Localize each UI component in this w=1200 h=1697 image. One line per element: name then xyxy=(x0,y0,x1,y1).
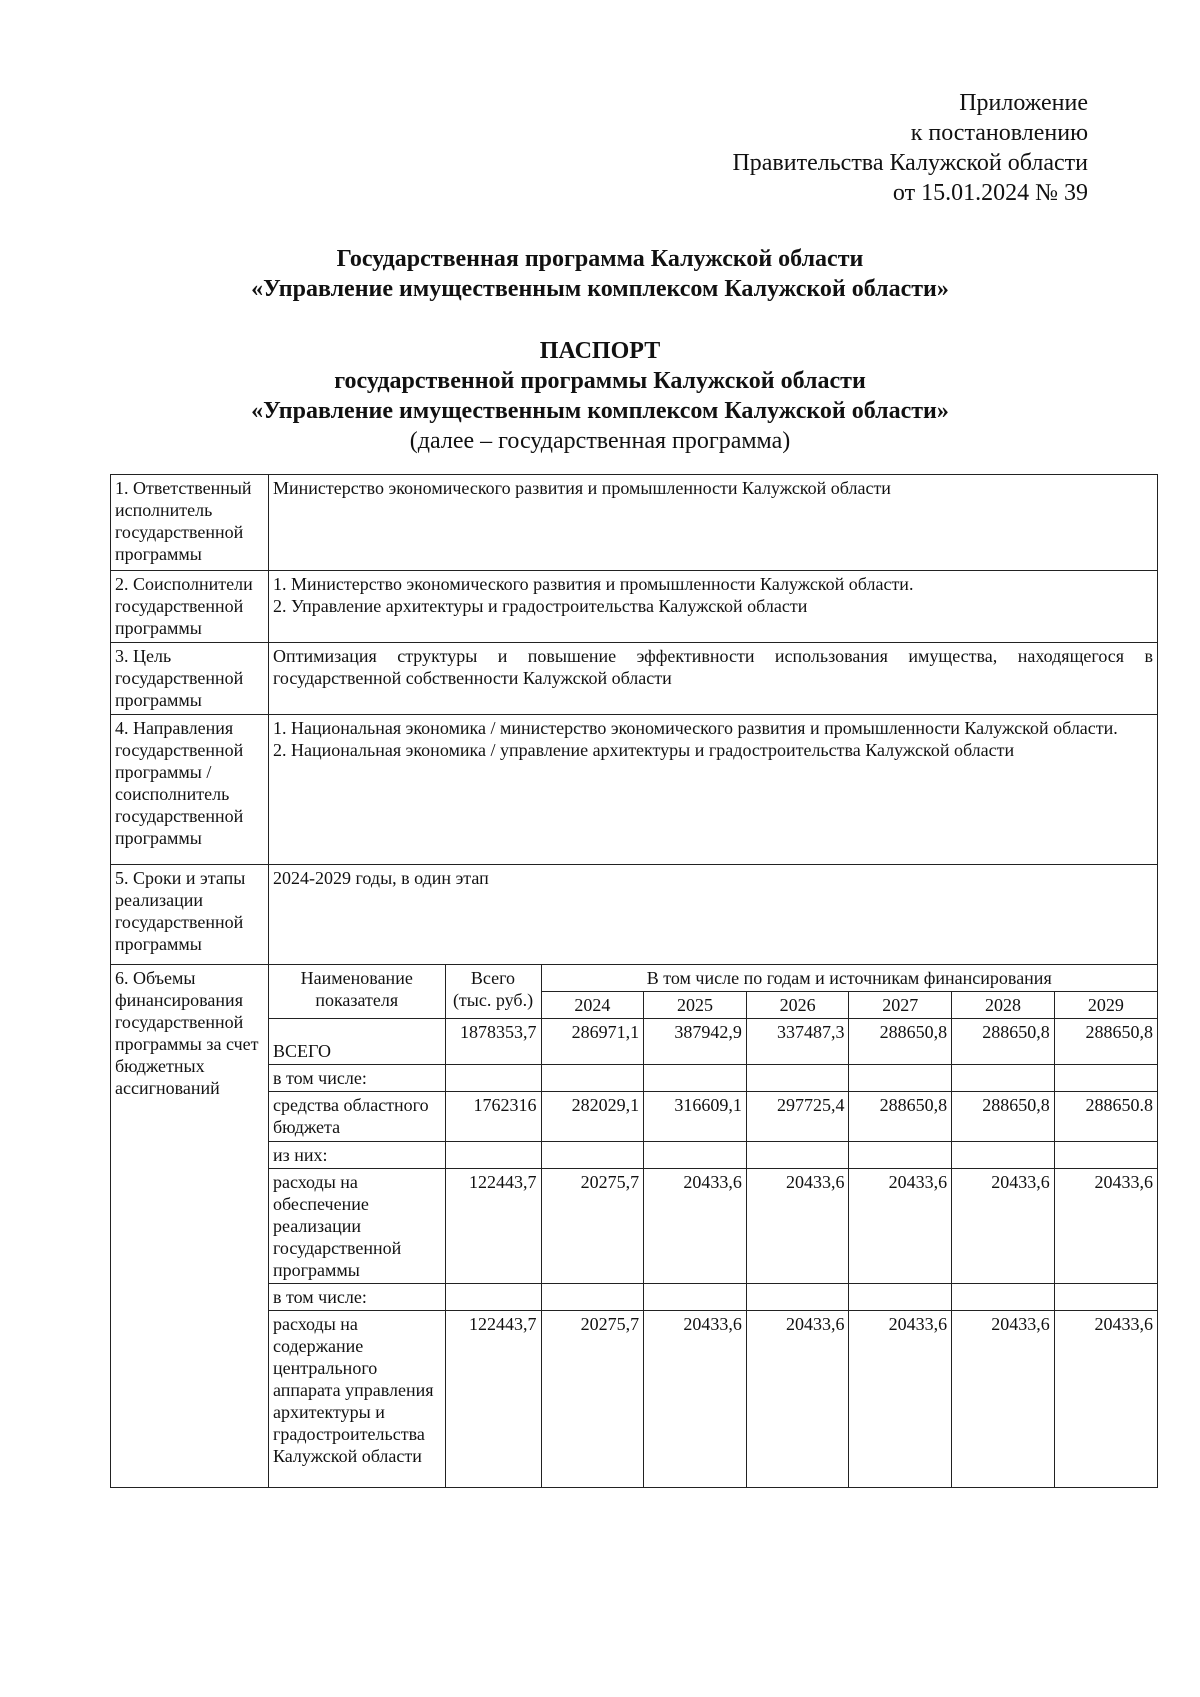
appendix-line: Правительства Калужской области xyxy=(732,150,1088,176)
year-value: 20433,6 xyxy=(644,1311,747,1487)
total-value xyxy=(445,1065,541,1092)
total-value: 122443,7 xyxy=(445,1311,541,1487)
appendix-date-number: от 15.01.2024 № 39 xyxy=(892,180,1088,206)
year-value xyxy=(746,1142,849,1169)
year-value xyxy=(1054,1065,1157,1092)
year-value xyxy=(849,1284,952,1311)
indicator-name: в том числе: xyxy=(269,1065,445,1092)
row-label: 1. Ответственный исполнитель государственной программы xyxy=(111,475,269,571)
total-value xyxy=(445,1142,541,1169)
year-value: 288650,8 xyxy=(849,1092,952,1142)
financing-row xyxy=(269,1284,1157,1311)
passport-row-goal xyxy=(111,643,1158,715)
row-value xyxy=(269,571,1158,643)
row-label: 3. Цель государственной программы xyxy=(111,643,269,715)
row-value: Оптимизация структуры и повышение эффективности использования имущества, находящегося в государственной собственности Калужской области xyxy=(269,643,1158,715)
year-value xyxy=(1054,1142,1157,1169)
indicator-name: ВСЕГО xyxy=(269,1019,445,1065)
year-cell: 2024 xyxy=(541,992,644,1019)
appendix-line: к постановлению xyxy=(910,120,1088,146)
indicator-name: расходы на содержание центрального аппарата управления архитектуры и градостроительства Калужской области xyxy=(269,1311,445,1487)
year-value: 337487,3 xyxy=(746,1019,849,1065)
year-cell: 2025 xyxy=(644,992,747,1019)
program-title-line: «Управление имущественным комплексом Калужской области» xyxy=(251,276,949,302)
year-cell: 2029 xyxy=(1054,992,1157,1019)
year-cell: 2027 xyxy=(849,992,952,1019)
year-value: 282029,1 xyxy=(541,1092,644,1142)
year-value xyxy=(952,1142,1055,1169)
year-value: 20275,7 xyxy=(541,1311,644,1487)
financing-row xyxy=(269,1092,1157,1142)
financing-header-row xyxy=(269,965,1157,992)
passport-title xyxy=(0,336,1200,456)
list-item: 2. Управление архитектуры и градостроительства Калужской области xyxy=(273,596,808,616)
indicator-name: из них: xyxy=(269,1142,445,1169)
year-value: 20433,6 xyxy=(1054,1311,1157,1487)
year-value: 387942,9 xyxy=(644,1019,747,1065)
year-value xyxy=(849,1142,952,1169)
financing-row xyxy=(269,1019,1157,1065)
year-value xyxy=(1054,1284,1157,1311)
year-value: 286971,1 xyxy=(541,1019,644,1065)
passport-heading: ПАСПОРТ xyxy=(539,338,661,364)
year-value: 297725,4 xyxy=(746,1092,849,1142)
financing-row xyxy=(269,1142,1157,1169)
year-value xyxy=(541,1065,644,1092)
row-value: Министерство экономического развития и промышленности Калужской области xyxy=(269,475,1158,571)
passport-row-terms xyxy=(111,865,1158,965)
indicator-name: в том числе: xyxy=(269,1284,445,1311)
year-value xyxy=(541,1142,644,1169)
passport-row-financing xyxy=(111,965,1158,1488)
header-name: Наименование показателя xyxy=(269,965,445,1019)
year-value: 20433,6 xyxy=(746,1311,849,1487)
passport-subtitle: (далее – государственная программа) xyxy=(409,428,791,454)
year-cell: 2028 xyxy=(952,992,1055,1019)
year-value: 288650,8 xyxy=(1054,1019,1157,1065)
row-label: 4. Направления государственной программы / соисполнитель государственной программы xyxy=(111,715,269,865)
year-value: 316609,1 xyxy=(644,1092,747,1142)
passport-row-responsible xyxy=(111,475,1158,571)
year-value: 20433,6 xyxy=(746,1169,849,1284)
indicator-name: расходы на обеспечение реализации государственной программы xyxy=(269,1169,445,1284)
row-label: 6. Объемы финансирования государственной программы за счет бюджетных ассигнований xyxy=(111,965,269,1488)
year-value: 20433,6 xyxy=(952,1311,1055,1487)
appendix-line: Приложение xyxy=(959,90,1088,116)
list-item: 1. Министерство экономического развития и промышленности Калужской области. xyxy=(273,574,914,594)
row-label: 5. Сроки и этапы реализации государственной программы xyxy=(111,865,269,965)
total-value: 122443,7 xyxy=(445,1169,541,1284)
list-item: 1. Национальная экономика / министерство экономического развития и промышленности Калужской области. xyxy=(273,718,1118,738)
total-value xyxy=(445,1284,541,1311)
year-value: 20433,6 xyxy=(952,1169,1055,1284)
header-total: Всего (тыс. руб.) xyxy=(445,965,541,1019)
financing-cell xyxy=(269,965,1158,1488)
passport-row-directions xyxy=(111,715,1158,865)
year-value xyxy=(541,1284,644,1311)
program-title xyxy=(0,244,1200,304)
row-label: 2. Соисполнители государственной программы xyxy=(111,571,269,643)
year-value xyxy=(746,1065,849,1092)
financing-row xyxy=(269,1169,1157,1284)
year-value: 288650,8 xyxy=(952,1019,1055,1065)
year-value: 20433,6 xyxy=(1054,1169,1157,1284)
year-value: 20433,6 xyxy=(849,1311,952,1487)
year-value xyxy=(849,1065,952,1092)
year-value: 20275,7 xyxy=(541,1169,644,1284)
passport-row-coexecutors xyxy=(111,571,1158,643)
row-value: 2024-2029 годы, в один этап xyxy=(269,865,1158,965)
year-value xyxy=(644,1065,747,1092)
year-value xyxy=(952,1284,1055,1311)
year-value xyxy=(952,1065,1055,1092)
year-cell: 2026 xyxy=(746,992,849,1019)
list-item: 2. Национальная экономика / управление архитектуры и градостроительства Калужской области xyxy=(273,740,1015,760)
financing-row xyxy=(269,1311,1157,1487)
indicator-name: средства областного бюджета xyxy=(269,1092,445,1142)
year-value: 288650,8 xyxy=(849,1019,952,1065)
row-value xyxy=(269,715,1158,865)
year-value: 288650.8 xyxy=(1054,1092,1157,1142)
year-value xyxy=(644,1142,747,1169)
total-value: 1878353,7 xyxy=(445,1019,541,1065)
passport-table xyxy=(110,474,1158,1488)
passport-title-line: государственной программы Калужской области xyxy=(334,368,866,394)
financing-table xyxy=(269,965,1157,1487)
year-value: 288650,8 xyxy=(952,1092,1055,1142)
year-value: 20433,6 xyxy=(849,1169,952,1284)
program-title-line: Государственная программа Калужской области xyxy=(336,246,864,272)
appendix-header xyxy=(732,88,1088,208)
financing-row xyxy=(269,1065,1157,1092)
year-value xyxy=(644,1284,747,1311)
year-value: 20433,6 xyxy=(644,1169,747,1284)
year-value xyxy=(746,1284,849,1311)
passport-title-line: «Управление имущественным комплексом Калужской области» xyxy=(251,398,949,424)
total-value: 1762316 xyxy=(445,1092,541,1142)
header-years: В том числе по годам и источникам финансирования xyxy=(541,965,1157,992)
